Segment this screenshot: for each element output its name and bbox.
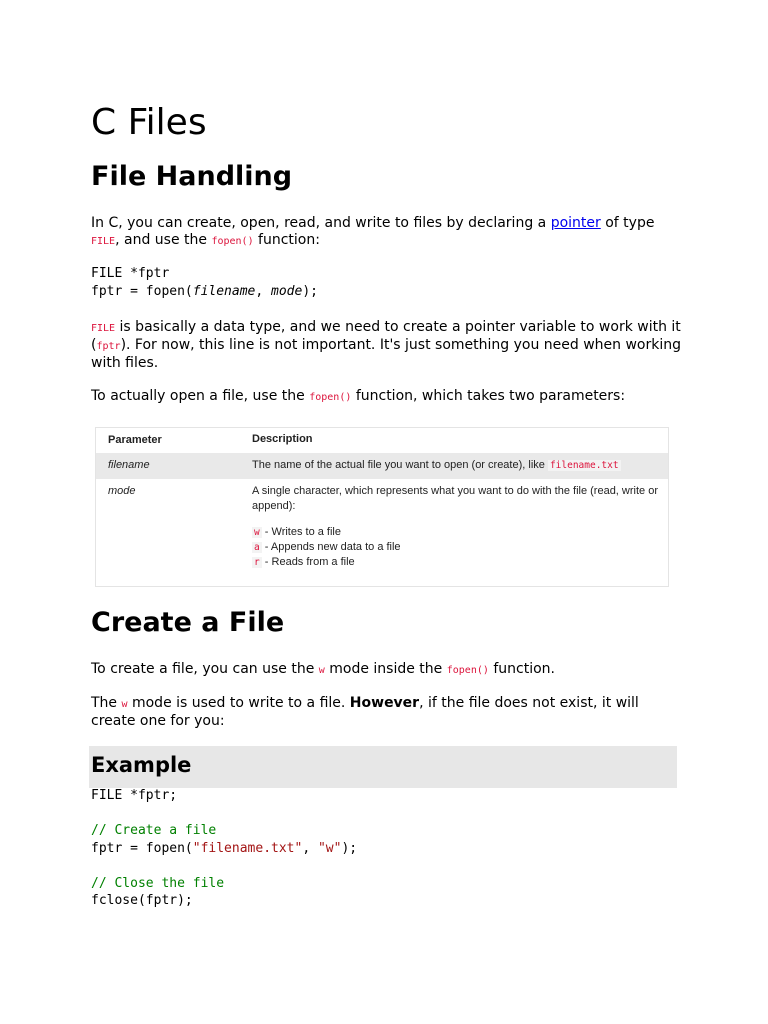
w-mode-paragraph: The w mode is used to write to a file. However, if the file does not exist, it will create one for you: bbox=[91, 695, 639, 729]
inline-code-fopen: fopen() bbox=[446, 665, 489, 676]
page-title: C Files bbox=[91, 102, 207, 143]
inline-code-file: FILE bbox=[91, 323, 116, 334]
example-code-block bbox=[91, 787, 357, 910]
mode-item: a - Appends new data to a file bbox=[254, 541, 401, 553]
table-row bbox=[96, 453, 668, 479]
heading-file-handling: File Handling bbox=[91, 161, 293, 192]
header-parameter: Parameter bbox=[108, 434, 162, 446]
parameters-table bbox=[95, 427, 669, 587]
inline-code-fopen: fopen() bbox=[211, 236, 254, 247]
inline-code-file: FILE bbox=[91, 236, 116, 247]
param-filename: filename bbox=[108, 459, 150, 471]
example-title: Example bbox=[91, 753, 192, 777]
code-comment: // Close the file bbox=[91, 875, 225, 891]
code-comment: // Create a file bbox=[91, 823, 217, 838]
header-description: Description bbox=[252, 433, 313, 445]
example-header bbox=[89, 746, 677, 788]
table-header-row bbox=[96, 428, 668, 453]
desc-mode: A single character, which represents what you want to do with the file (read, write or append): w - Writes to a file a - Appends new data to a file r - Reads from a file bbox=[252, 484, 662, 570]
inline-code-fopen: fopen() bbox=[309, 392, 352, 403]
mode-item: w - Writes to a file bbox=[254, 526, 341, 538]
code-line: FILE *fptr; bbox=[91, 788, 178, 803]
inline-code-w: w bbox=[121, 699, 128, 710]
intro-paragraph: In C, you can create, open, read, and write to files by declaring a pointer of type FILE, and use the fopen() function: bbox=[91, 215, 655, 248]
code-line: fptr = fopen(filename, mode); bbox=[91, 283, 318, 299]
create-file-paragraph: To create a file, you can use the w mode inside the fopen() function. bbox=[91, 661, 555, 677]
inline-code-w: w bbox=[318, 665, 325, 676]
open-file-paragraph: To actually open a file, use the fopen() function, which takes two parameters: bbox=[91, 388, 626, 404]
file-type-paragraph: FILE is basically a data type, and we need to create a pointer variable to work with it (fptr). For now, this line is not important. It's just something you need when working with files. bbox=[91, 319, 682, 371]
heading-create-file: Create a File bbox=[91, 607, 285, 638]
param-mode: mode bbox=[108, 485, 136, 497]
code-line: fclose(fptr); bbox=[91, 893, 193, 908]
declaration-code-block bbox=[91, 265, 318, 300]
code-line: fptr = fopen("filename.txt", "w"); bbox=[91, 840, 358, 856]
desc-filename: The name of the actual file you want to open (or create), like filename.txt bbox=[252, 459, 619, 471]
inline-code-fptr: fptr bbox=[96, 341, 121, 352]
table-row bbox=[96, 479, 668, 584]
code-line: FILE *fptr bbox=[91, 266, 170, 281]
pointer-link[interactable]: pointer bbox=[550, 215, 601, 231]
mode-item: r - Reads from a file bbox=[254, 556, 355, 568]
